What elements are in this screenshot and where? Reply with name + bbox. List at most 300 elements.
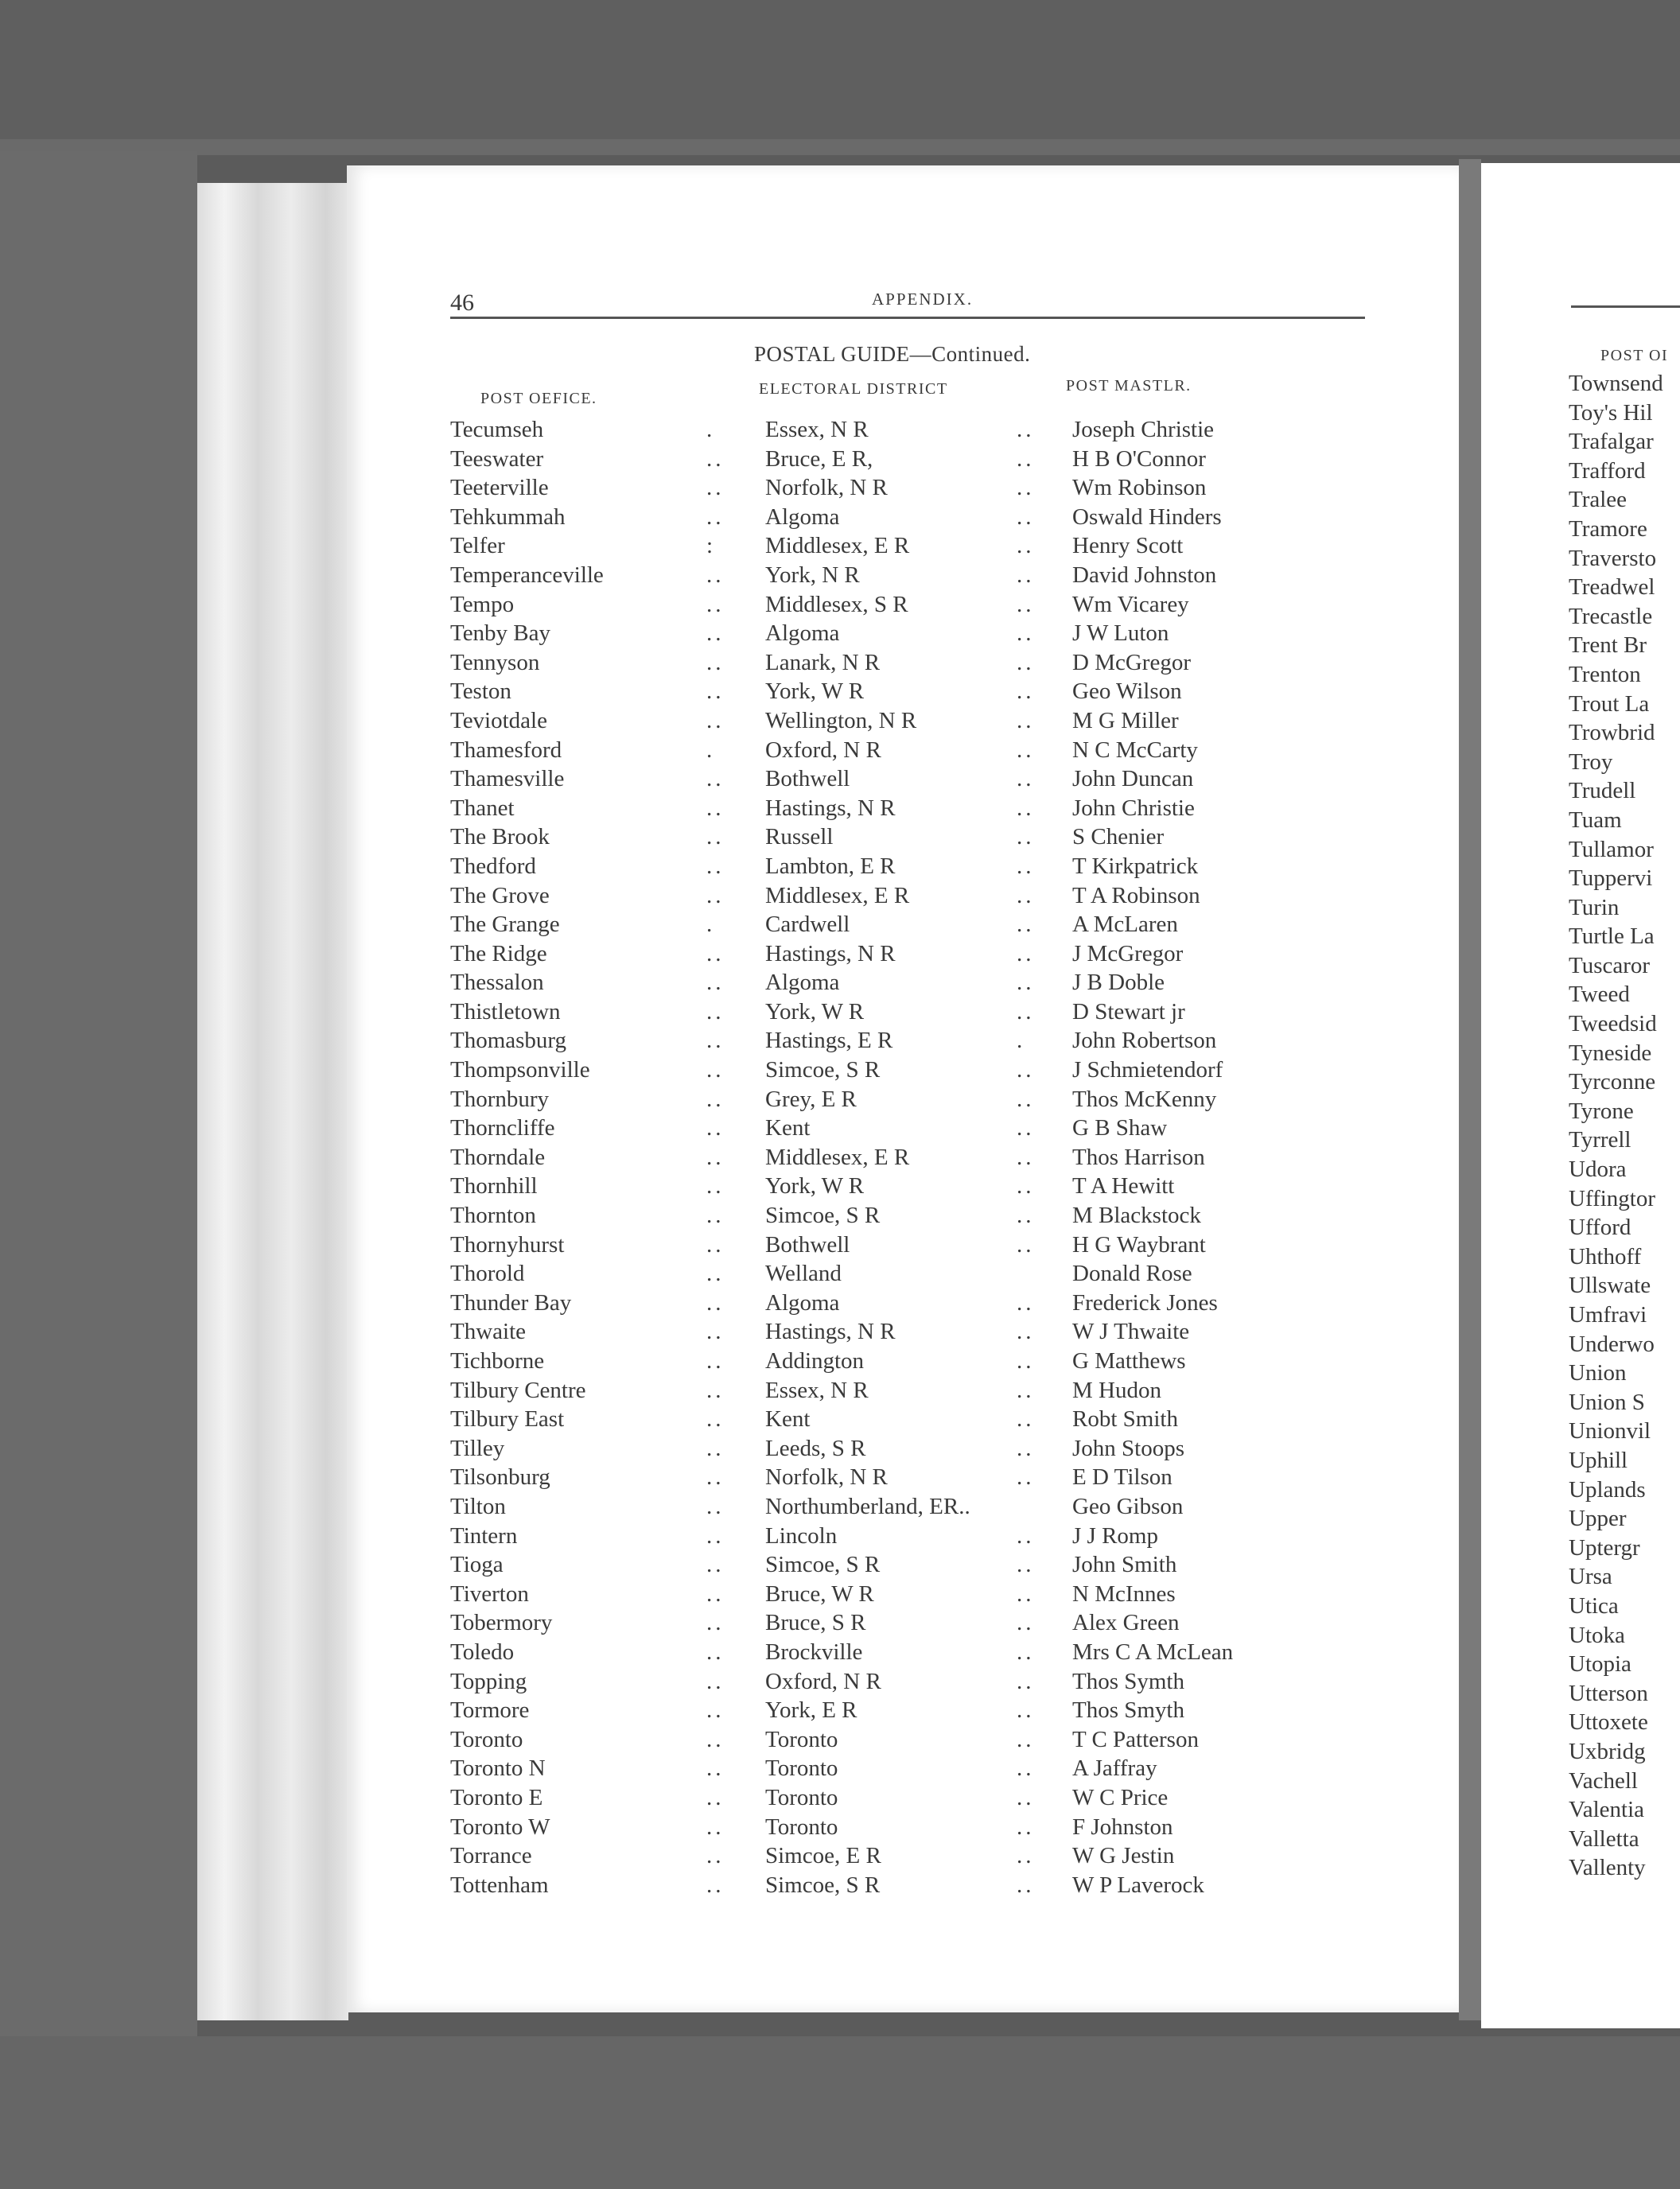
post-office-name: Teeterville (450, 475, 549, 501)
right-page-header-rule (1571, 305, 1680, 308)
post-master-name: Wm Robinson (1072, 475, 1207, 501)
post-master-name: John Robertson (1072, 1028, 1217, 1054)
post-master-name: J Schmietendorf (1072, 1057, 1223, 1083)
scan-background-bottom (0, 2036, 1680, 2189)
table-row (450, 1290, 1421, 1320)
post-office-name: Thessalon (450, 970, 544, 996)
table-row (450, 417, 1421, 446)
table-row (450, 504, 1421, 534)
post-office-name: Tormore (450, 1697, 530, 1724)
leader-dots: .. (706, 1377, 725, 1403)
table-row (450, 1378, 1421, 1407)
leader-dots: .. (1017, 504, 1035, 530)
post-office-name: Thornyhurst (450, 1231, 565, 1258)
list-item: Ullswate (1569, 1273, 1651, 1299)
table-row (450, 1669, 1421, 1698)
leader-dots: .. (1017, 417, 1035, 442)
list-item: Tyrconne (1569, 1069, 1656, 1095)
table-row (450, 999, 1421, 1028)
list-item: Utopia (1569, 1651, 1631, 1678)
table-row (450, 1697, 1421, 1727)
post-master-name: David Johnston (1072, 562, 1217, 588)
post-master-name: Mrs C A McLean (1072, 1639, 1234, 1665)
post-office-name: Tilton (450, 1493, 506, 1519)
leader-dots: .. (1017, 1639, 1035, 1665)
leader-dots: .. (706, 591, 725, 617)
electoral-district: Hastings, N R (765, 1319, 896, 1345)
leader-dots: .. (1017, 1668, 1035, 1694)
post-master-name: W J Thwaite (1072, 1319, 1190, 1345)
table-row (450, 1173, 1421, 1203)
electoral-district: Simcoe, S R (765, 1872, 881, 1898)
leader-dots: .. (1017, 1348, 1035, 1374)
leader-dots: .. (706, 1814, 725, 1840)
leader-dots: .. (1017, 795, 1035, 821)
table-row (450, 1494, 1421, 1523)
leader-dots: .. (706, 649, 725, 675)
post-master-name: Geo Gibson (1072, 1493, 1184, 1519)
leader-dots: .. (706, 1086, 725, 1112)
post-office-name: Thomasburg (450, 1028, 567, 1054)
post-office-name: Tempo (450, 591, 515, 617)
leader-dots: .. (1017, 1697, 1035, 1724)
leader-dots: .. (1017, 1755, 1035, 1782)
table-row (450, 853, 1421, 883)
list-item: Union S (1569, 1389, 1645, 1415)
post-master-name: John Christie (1072, 795, 1195, 821)
table-row (450, 941, 1421, 970)
table-row (450, 1464, 1421, 1494)
post-office-name: Thwaite (450, 1319, 527, 1345)
list-item: Valentia (1569, 1797, 1645, 1823)
table-row (450, 1785, 1421, 1814)
leader-dots: .. (1017, 1203, 1035, 1229)
post-master-name: T Kirkpatrick (1072, 853, 1199, 879)
post-office-name: Toronto E (450, 1784, 543, 1810)
leader-dots: .. (1017, 998, 1035, 1025)
post-office-name: Thistletown (450, 998, 561, 1025)
list-item: Tyrone (1569, 1098, 1634, 1124)
leader-dots: .. (706, 882, 725, 908)
post-master-name: D McGregor (1072, 649, 1191, 675)
leader-dots: .. (706, 1493, 725, 1519)
list-item: Tuscaror (1569, 952, 1651, 978)
post-master-name: T C Patterson (1072, 1726, 1199, 1752)
post-office-name: Thunder Bay (450, 1289, 572, 1316)
table-row (450, 1581, 1421, 1611)
leader-dots: .. (1017, 1784, 1035, 1810)
post-office-name: Tobermory (450, 1610, 553, 1636)
table-row (450, 678, 1421, 708)
leader-dots: .. (706, 1406, 725, 1433)
list-item: Tralee (1569, 487, 1628, 513)
table-row (450, 562, 1421, 592)
post-master-name: M Blackstock (1072, 1203, 1201, 1229)
book-page-edges (197, 183, 348, 2020)
post-office-name: Thornbury (450, 1086, 550, 1112)
leader-dots: .. (706, 1697, 725, 1724)
electoral-district: Norfolk, N R (765, 1464, 888, 1491)
leader-dots: .. (1017, 475, 1035, 501)
scan-background-left (0, 151, 197, 2036)
electoral-district: Simcoe, S R (765, 1552, 881, 1578)
leader-dots: .. (1017, 824, 1035, 850)
post-master-name: G B Shaw (1072, 1115, 1168, 1141)
post-master-name: G Matthews (1072, 1348, 1186, 1374)
list-item: Tuppervi (1569, 865, 1653, 892)
leader-dots: .. (706, 1581, 725, 1607)
leader-dots: .. (706, 707, 725, 733)
electoral-district: Middlesex, E R (765, 1144, 910, 1170)
list-item: Uffingtor (1569, 1185, 1656, 1211)
table-row (450, 1348, 1421, 1378)
column-header-electoral-district: ELECTORAL DISTRICT (759, 380, 948, 398)
leader-dots: .. (1017, 591, 1035, 617)
leader-dots: .. (1017, 562, 1035, 588)
post-master-name: W G Jestin (1072, 1843, 1175, 1869)
electoral-district: Simcoe, S R (765, 1203, 881, 1229)
post-office-name: Tilsonburg (450, 1464, 550, 1491)
leader-dots: : (706, 533, 717, 559)
leader-dots: .. (706, 1319, 725, 1345)
leader-dots: .. (706, 1610, 725, 1636)
post-office-name: Toledo (450, 1639, 515, 1665)
post-master-name: F Johnston (1072, 1814, 1173, 1840)
list-item: Uplands (1569, 1476, 1646, 1503)
table-row (450, 708, 1421, 737)
electoral-district: Algoma (765, 970, 840, 996)
electoral-district: Toronto (765, 1814, 838, 1840)
post-master-name: Henry Scott (1072, 533, 1184, 559)
leader-dots: .. (1017, 853, 1035, 879)
leader-dots: .. (1017, 1610, 1035, 1636)
electoral-district: Brockville (765, 1639, 863, 1665)
leader-dots: .. (706, 1144, 725, 1170)
electoral-district: Middlesex, E R (765, 882, 910, 908)
leader-dots: .. (1017, 1814, 1035, 1840)
post-master-name: John Smith (1072, 1552, 1177, 1578)
electoral-district: Leeds, S R (765, 1435, 866, 1461)
list-item: Vachell (1569, 1767, 1638, 1794)
post-master-name: John Duncan (1072, 766, 1194, 792)
electoral-district: Toronto (765, 1784, 838, 1810)
electoral-district: Simcoe, S R (765, 1057, 881, 1083)
post-master-name: J W Luton (1072, 620, 1169, 647)
list-item: Turtle La (1569, 923, 1655, 950)
electoral-district: Norfolk, N R (765, 475, 888, 501)
list-item: Upper (1569, 1506, 1627, 1532)
post-master-name: D Stewart jr (1072, 998, 1185, 1025)
leader-dots: .. (706, 678, 725, 705)
scan-background-band (0, 139, 1680, 155)
leader-dots: .. (706, 970, 725, 996)
leader-dots: .. (1017, 1289, 1035, 1316)
leader-dots: .. (1017, 1726, 1035, 1752)
table-row (450, 766, 1421, 795)
leader-dots: .. (706, 504, 725, 530)
leader-dots: .. (1017, 1552, 1035, 1578)
leader-dots: .. (706, 1173, 725, 1199)
leader-dots: .. (706, 795, 725, 821)
leader-dots: .. (706, 1552, 725, 1578)
electoral-district: Middlesex, E R (765, 533, 910, 559)
post-office-name: Thorold (450, 1261, 525, 1287)
table-row (450, 620, 1421, 650)
table-row (450, 1319, 1421, 1348)
leader-dots: .. (1017, 678, 1035, 705)
post-master-name: Donald Rose (1072, 1261, 1192, 1287)
list-item: Ursa (1569, 1564, 1612, 1590)
leader-dots: .. (706, 1639, 725, 1665)
list-item: Utoka (1569, 1622, 1625, 1648)
list-item: Tramore (1569, 515, 1647, 542)
post-master-name: A Jaffray (1072, 1755, 1157, 1782)
list-item: Unionvil (1569, 1418, 1651, 1444)
leader-dots: .. (1017, 445, 1035, 472)
post-office-name: Teeswater (450, 445, 544, 472)
table-row (450, 795, 1421, 825)
electoral-district: Bruce, W R (765, 1581, 874, 1607)
electoral-district: Algoma (765, 620, 840, 647)
post-office-name: Thorncliffe (450, 1115, 555, 1141)
table-row (450, 1145, 1421, 1174)
leader-dots: .. (1017, 737, 1035, 763)
electoral-district: Bruce, S R (765, 1610, 866, 1636)
list-item: Union (1569, 1360, 1627, 1386)
table-row (450, 1639, 1421, 1669)
leader-dots: .. (1017, 707, 1035, 733)
post-master-name: W C Price (1072, 1784, 1169, 1810)
post-master-name: Alex Green (1072, 1610, 1180, 1636)
post-office-name: Tenby Bay (450, 620, 551, 647)
post-master-name: Geo Wilson (1072, 678, 1182, 705)
postal-guide-table (450, 417, 1421, 1901)
leader-dots: .. (706, 475, 725, 501)
list-item: Uxbridg (1569, 1738, 1646, 1764)
electoral-district: Oxford, N R (765, 1668, 881, 1694)
leader-dots: . (706, 737, 716, 763)
list-item: Uphill (1569, 1447, 1628, 1473)
table-row (450, 1814, 1421, 1844)
list-item: Tullamor (1569, 836, 1654, 862)
leader-dots: .. (1017, 1522, 1035, 1549)
list-item: Uptergr (1569, 1534, 1640, 1561)
table-row (450, 1203, 1421, 1232)
electoral-district: York, E R (765, 1697, 858, 1724)
leader-dots: . (706, 912, 716, 938)
electoral-district: Kent (765, 1406, 811, 1433)
table-row (450, 1232, 1421, 1262)
column-header-post-master: POST MASTLR. (1066, 377, 1192, 395)
running-head: APPENDIX. (872, 290, 974, 309)
leader-dots: .. (706, 1668, 725, 1694)
table-row (450, 1115, 1421, 1145)
leader-dots: .. (1017, 940, 1035, 966)
list-item: Turin (1569, 894, 1620, 920)
post-office-name: Tennyson (450, 649, 540, 675)
post-master-name: Thos Symth (1072, 1668, 1184, 1694)
right-column-header-post-office: POST OI (1600, 347, 1669, 364)
table-row (450, 883, 1421, 912)
table-row (450, 533, 1421, 562)
leader-dots: .. (706, 1872, 725, 1898)
leader-dots: .. (706, 998, 725, 1025)
leader-dots: . (1017, 1028, 1026, 1054)
list-item: Trout La (1569, 690, 1650, 717)
list-item: Treadwel (1569, 574, 1655, 601)
leader-dots: .. (706, 1057, 725, 1083)
post-office-name: Tiverton (450, 1581, 529, 1607)
post-master-name: Thos Smyth (1072, 1697, 1184, 1724)
leader-dots: .. (1017, 882, 1035, 908)
electoral-district: Addington (765, 1348, 865, 1374)
post-master-name: Thos McKenny (1072, 1086, 1217, 1112)
list-item: Trafford (1569, 457, 1646, 484)
list-item: Trafalgar (1569, 429, 1654, 455)
post-master-name: Frederick Jones (1072, 1289, 1218, 1316)
electoral-district: York, N R (765, 562, 860, 588)
leader-dots: .. (1017, 1173, 1035, 1199)
electoral-district: Hastings, E R (765, 1028, 893, 1054)
post-office-name: Tioga (450, 1552, 504, 1578)
list-item: Trenton (1569, 661, 1641, 687)
leader-dots: .. (706, 1843, 725, 1869)
list-item: Uhthoff (1569, 1243, 1642, 1269)
leader-dots: .. (1017, 1086, 1035, 1112)
leader-dots: .. (706, 562, 725, 588)
post-master-name: Thos Harrison (1072, 1144, 1205, 1170)
table-row (450, 650, 1421, 679)
list-item: Udora (1569, 1157, 1627, 1183)
table-row (450, 1028, 1421, 1057)
leader-dots: .. (706, 766, 725, 792)
post-master-name: Oswald Hinders (1072, 504, 1222, 530)
leader-dots: .. (1017, 1464, 1035, 1491)
table-row (450, 1552, 1421, 1581)
post-office-name: Tecumseh (450, 417, 544, 442)
list-item: Troy (1569, 748, 1613, 775)
leader-dots: .. (1017, 1377, 1035, 1403)
leader-dots: .. (706, 1203, 725, 1229)
post-office-name: Temperanceville (450, 562, 604, 588)
post-office-name: The Ridge (450, 940, 547, 966)
leader-dots: . (706, 417, 716, 442)
electoral-district: Hastings, N R (765, 795, 896, 821)
post-office-name: Toronto (450, 1726, 523, 1752)
electoral-district: Bruce, E R, (765, 445, 873, 472)
post-office-name: Telfer (450, 533, 505, 559)
table-row (450, 1610, 1421, 1639)
post-office-name: Tilley (450, 1435, 505, 1461)
post-office-name: Tintern (450, 1522, 518, 1549)
post-master-name: T A Robinson (1072, 882, 1200, 908)
list-item: Toy's Hil (1569, 399, 1653, 426)
table-row (450, 592, 1421, 621)
table-row (450, 446, 1421, 476)
leader-dots: .. (1017, 1843, 1035, 1869)
post-office-name: Teviotdale (450, 707, 547, 733)
post-master-name: Robt Smith (1072, 1406, 1178, 1433)
electoral-district: Cardwell (765, 912, 850, 938)
leader-dots: .. (706, 1784, 725, 1810)
post-office-name: The Grove (450, 882, 550, 908)
list-item: Trowbrid (1569, 720, 1655, 746)
list-item: Utica (1569, 1592, 1619, 1619)
list-item: Tuam (1569, 807, 1622, 833)
post-office-name: Tilbury Centre (450, 1377, 586, 1403)
post-master-name: H G Waybrant (1072, 1231, 1206, 1258)
leader-dots: .. (1017, 1231, 1035, 1258)
electoral-district: Kent (765, 1115, 811, 1141)
leader-dots: .. (1017, 533, 1035, 559)
page-number: 46 (450, 290, 474, 316)
leader-dots: .. (1017, 1115, 1035, 1141)
post-master-name: A McLaren (1072, 912, 1178, 938)
post-master-name: N McInnes (1072, 1581, 1176, 1607)
post-office-name: The Brook (450, 824, 550, 850)
leader-dots: .. (1017, 1319, 1035, 1345)
post-master-name: M Hudon (1072, 1377, 1161, 1403)
leader-dots: .. (706, 1522, 725, 1549)
leader-dots: .. (706, 1261, 725, 1287)
list-item: Valletta (1569, 1825, 1639, 1852)
post-master-name: T A Hewitt (1072, 1173, 1175, 1199)
table-row (450, 1057, 1421, 1087)
post-office-name: Tichborne (450, 1348, 545, 1374)
list-item: Trent Br (1569, 632, 1647, 659)
list-item: Umfravi (1569, 1302, 1647, 1328)
table-row (450, 970, 1421, 999)
electoral-district: Bothwell (765, 1231, 850, 1258)
column-header-post-office: POST OEFICE. (480, 390, 597, 407)
leader-dots: .. (706, 1726, 725, 1752)
leader-dots: .. (1017, 1057, 1035, 1083)
electoral-district: Lambton, E R (765, 853, 896, 879)
table-row (450, 912, 1421, 941)
table-row (450, 1727, 1421, 1756)
post-office-name: The Grange (450, 912, 560, 938)
electoral-district: Toronto (765, 1726, 838, 1752)
table-row (450, 1523, 1421, 1553)
leader-dots: .. (706, 620, 725, 647)
post-office-name: Topping (450, 1668, 527, 1694)
leader-dots: .. (706, 1231, 725, 1258)
post-master-name: J J Romp (1072, 1522, 1158, 1549)
table-row (450, 1436, 1421, 1465)
electoral-district: Wellington, N R (765, 707, 917, 733)
table-row (450, 1872, 1421, 1902)
electoral-district: Bothwell (765, 766, 850, 792)
electoral-district: Northumberland, ER.. (765, 1493, 970, 1519)
leader-dots: .. (706, 1464, 725, 1491)
post-office-name: Thedford (450, 853, 536, 879)
post-master-name: John Stoops (1072, 1435, 1185, 1461)
post-master-name: S Chenier (1072, 824, 1165, 850)
leader-dots: .. (706, 853, 725, 879)
post-master-name: J B Doble (1072, 970, 1165, 996)
leader-dots: .. (706, 1348, 725, 1374)
electoral-district: Algoma (765, 504, 840, 530)
right-page-post-office-list (1569, 371, 1663, 1884)
post-master-name: W P Laverock (1072, 1872, 1204, 1898)
list-item: Ufford (1569, 1215, 1631, 1241)
post-office-name: Thamesville (450, 766, 565, 792)
leader-dots: .. (706, 1289, 725, 1316)
post-office-name: Teston (450, 678, 511, 705)
list-item: Trecastle (1569, 603, 1653, 629)
post-office-name: Thamesford (450, 737, 562, 763)
leader-dots: .. (1017, 1872, 1035, 1898)
